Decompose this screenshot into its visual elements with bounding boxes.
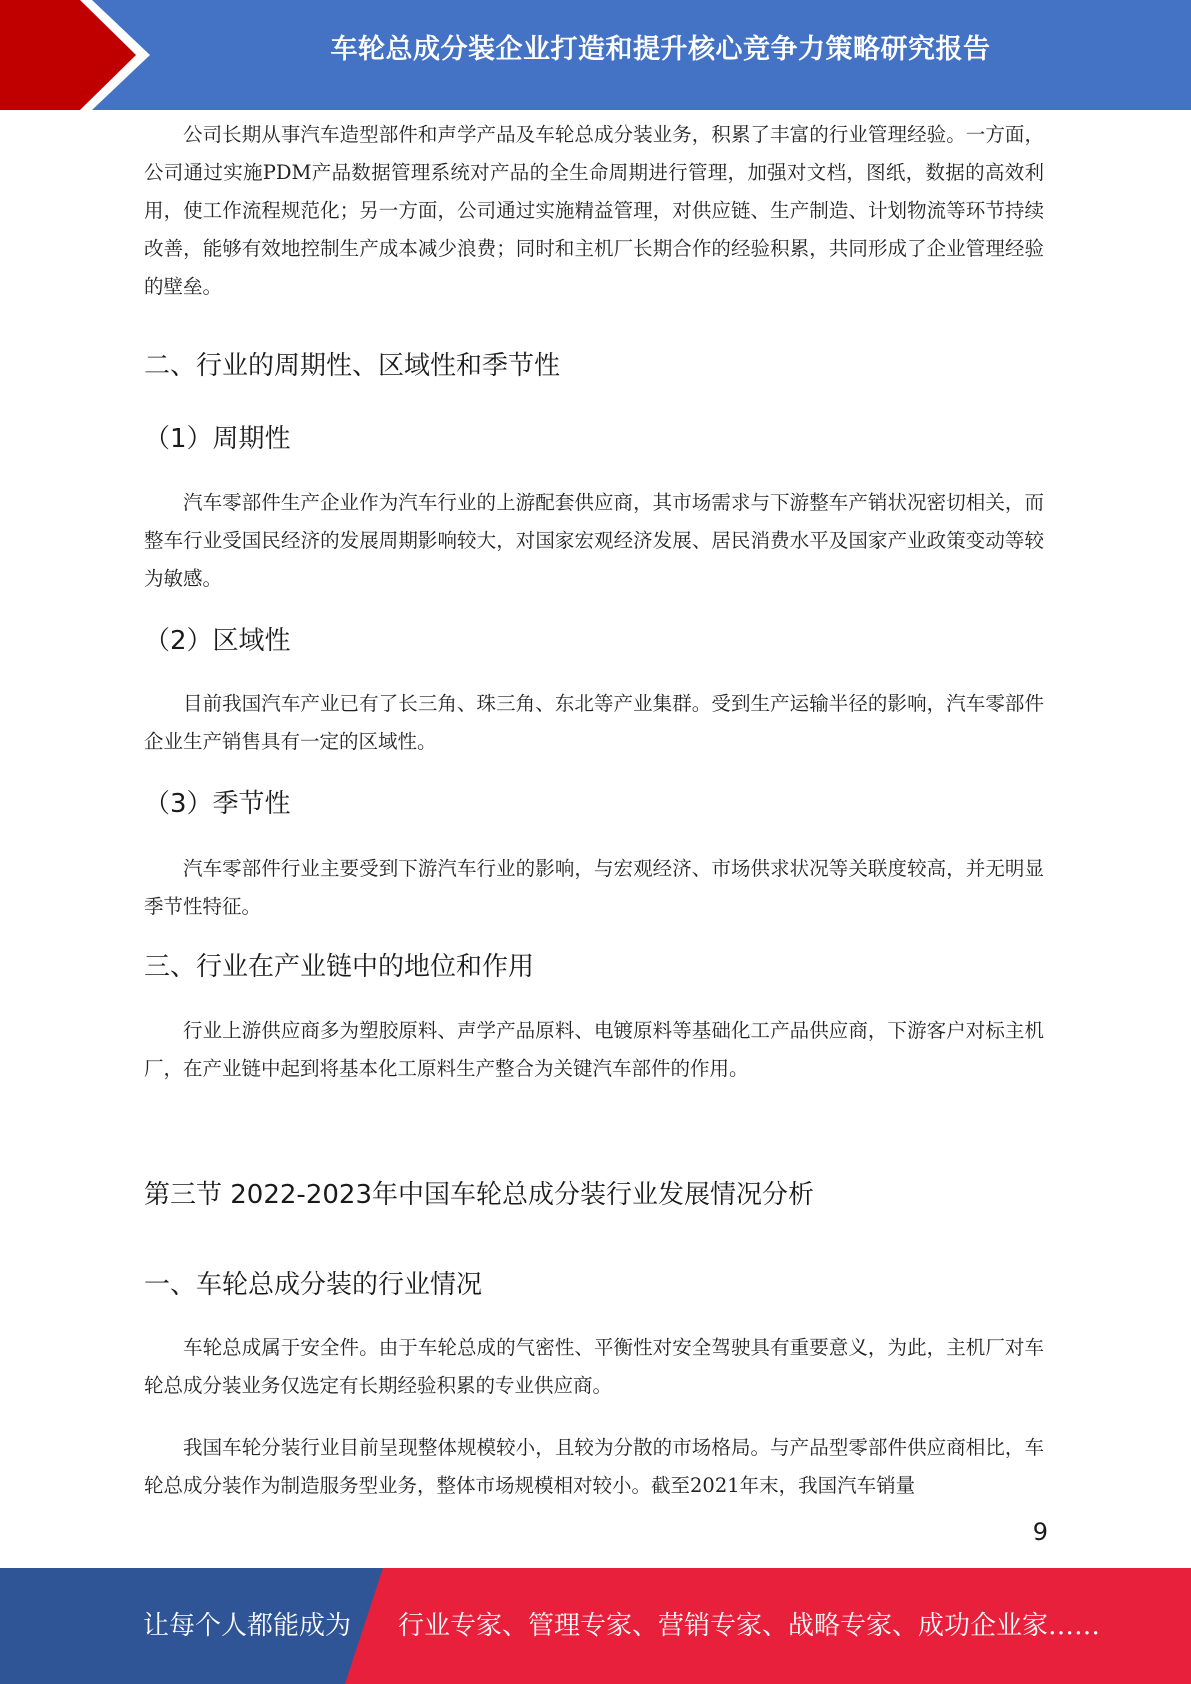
subsection-regionality-heading: （2）区域性	[144, 626, 291, 656]
page-number: 9	[1032, 1518, 1048, 1546]
page-footer	[0, 1568, 1191, 1684]
section3-paragraph: 行业上游供应商多为塑胶原料、声学产品原料、电镀原料等基础化工产品供应商，下游客户对标主机厂，在产业链中起到将基本化工原料生产整合为关键汽车部件的作用。	[144, 1019, 1044, 1080]
regionality-paragraph: 目前我国汽车产业已有了长三角、珠三角、东北等产业集群。受到生产运输半径的影响，汽车零部件企业生产销售具有一定的区域性。	[144, 692, 1044, 753]
page-header	[0, 0, 1191, 110]
section1-paragraph-2: 我国车轮分装行业目前呈现整体规模较小，且较为分散的市场格局。与产品型零部件供应商相比，车轮总成分装作为制造服务型业务，整体市场规模相对较小。截至2021年末，我国汽车销量	[144, 1436, 1044, 1497]
chapter-heading: 第三节 2022-2023年中国车轮总成分装行业发展情况分析	[144, 1180, 814, 1210]
section1-heading: 一、车轮总成分装的行业情况	[144, 1270, 483, 1300]
seasonality-paragraph: 汽车零部件行业主要受到下游汽车行业的影响，与宏观经济、市场供求状况等关联度较高，并无明显季节性特征。	[144, 857, 1044, 918]
footer-slogan-right: 行业专家、管理专家、营销专家、战略专家、成功企业家……	[398, 1611, 1101, 1641]
subsection-seasonality-heading: （3）季节性	[144, 789, 291, 819]
intro-paragraph: 公司长期从事汽车造型部件和声学产品及车轮总成分装业务，积累了丰富的行业管理经验。一方面，公司通过实施PDM产品数据管理系统对产品的全生命周期进行管理，加强对文档，图纸，数据的高效利用，使工作流程规范化；另一方面，公司通过实施精益管理，对供应链、生产制造、计划物流等环节持续改善，能够有效地控制生产成本减少浪费；同时和主机厂长期合作的经验积累，共同形成了企业管理经验的壁垒。	[144, 123, 1044, 298]
section1-paragraph-1: 车轮总成属于安全件。由于车轮总成的气密性、平衡性对安全驾驶具有重要意义，为此，主机厂对车轮总成分装业务仅选定有长期经验积累的专业供应商。	[144, 1336, 1044, 1397]
cyclicality-paragraph: 汽车零部件生产企业作为汽车行业的上游配套供应商，其市场需求与下游整车产销状况密切相关，而整车行业受国民经济的发展周期影响较大，对国家宏观经济发展、居民消费水平及国家产业政策变动等较为敏感。	[144, 491, 1044, 590]
report-title: 车轮总成分装企业打造和提升核心竞争力策略研究报告	[330, 34, 991, 65]
section2-heading: 二、行业的周期性、区域性和季节性	[144, 351, 561, 381]
footer-slogan-left: 让每个人都能成为	[143, 1611, 352, 1641]
section3-heading: 三、行业在产业链中的地位和作用	[144, 952, 535, 982]
subsection-cyclicality-heading: （1）周期性	[144, 424, 291, 454]
